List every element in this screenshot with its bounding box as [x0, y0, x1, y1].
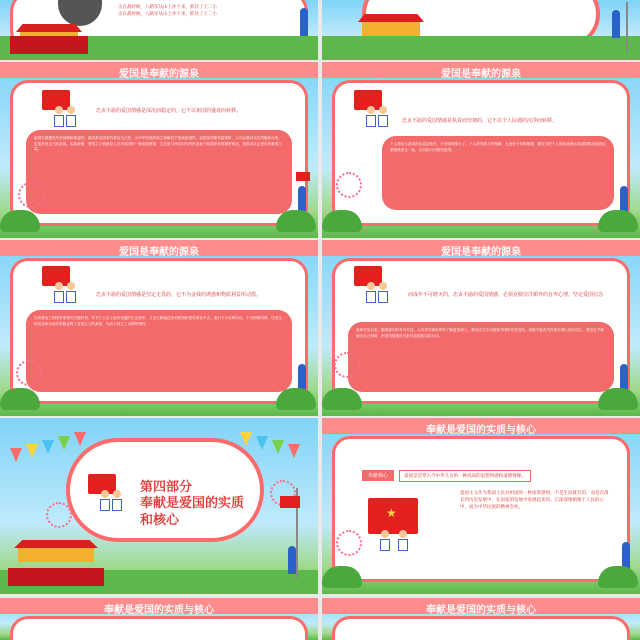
slide-thumbnail[interactable] — [322, 240, 640, 416]
section-title: 奉献是爱国的实质 — [140, 496, 245, 511]
slide-title: 爱国是奉献的源泉 — [441, 247, 521, 258]
bush — [0, 388, 40, 410]
slide-text-line: 正在战时候，八路军从山上冲下来，抓住了王二小 — [118, 12, 217, 17]
slide-intro: 忠贞不渝的爱国情感是深沉而稳定的，它不以祖国的盛衰而转移。 — [96, 108, 242, 114]
bush — [598, 210, 638, 232]
pennant-icon — [240, 432, 252, 446]
slide-thumbnail[interactable] — [0, 0, 318, 60]
slide-thumbnail[interactable] — [0, 62, 318, 238]
slide-text — [118, 4, 258, 18]
firework-icon — [16, 360, 42, 386]
children-with-flag-icon — [40, 88, 84, 128]
statue-icon — [288, 546, 296, 574]
pennant-icon — [10, 448, 22, 462]
bush — [598, 388, 638, 410]
section-number: 第四部分 — [140, 480, 193, 495]
slide-thumbnail[interactable] — [0, 240, 318, 416]
slide-thumbnail[interactable] — [0, 418, 318, 594]
slide-body: 个人命运与祖国命运息息相关，只有国家强大了，个人的发展才有保障。无论处于何种境遇，都应当把个人的前途命运同祖国的前途命运紧紧联系在一起，以实际行动报效祖国。 — [382, 136, 614, 210]
pennant-icon — [272, 440, 284, 454]
bush — [322, 566, 362, 588]
bush — [598, 566, 638, 588]
slide-card — [10, 616, 308, 640]
slide-card — [332, 616, 630, 640]
slide-title: 爱国是奉献的源泉 — [119, 69, 199, 80]
slide-intro: 忠贞不渝的爱国情感是执着而坚韧的，它不以个人际遇的沉浮而转移。 — [402, 118, 558, 124]
pennant-icon — [74, 432, 86, 446]
pennant-icon — [256, 436, 268, 450]
slide-thumbnail[interactable] — [322, 598, 640, 640]
bush — [322, 388, 362, 410]
tag-label: 奉献核心 — [362, 470, 394, 481]
children-with-flag-icon — [86, 472, 130, 512]
statue-icon — [612, 10, 620, 38]
statue-icon — [300, 8, 308, 36]
flag-icon — [280, 496, 300, 508]
slide-body: 祖国长期遭受外来侵略和欺凌时，祖国常以国家的命运为己任，为中华民族的独立和解放不惜流血牺牲；祖国变得繁荣富强时，人们会感到无比骄傲和自豪，更加热爱自己的祖国。实践表明，爱国主义情感是人们对祖国的一种深厚感情，它总是与特定时代的民族复兴和国家发展紧密相连，是推动社会进步的重要力量。 — [26, 130, 292, 214]
tiananmen-icon — [8, 540, 104, 586]
tiananmen-icon — [10, 24, 88, 54]
bush — [322, 210, 362, 232]
slide-title: 奉献是爱国的实质与核心 — [104, 605, 214, 616]
firework-icon — [336, 172, 362, 198]
slide-thumbnail[interactable] — [0, 598, 318, 640]
children-with-flag-icon — [352, 264, 396, 304]
firework-icon — [336, 530, 362, 556]
bush — [276, 210, 316, 232]
bush — [0, 210, 40, 232]
slide-intro: 忠贞不渝的爱国情感是坚定无畏的，它不为金钱的诱惑和物质利益所动摇。 — [96, 292, 262, 298]
firework-icon — [334, 352, 360, 378]
children-with-flag-icon — [352, 88, 396, 128]
slide-thumbnail[interactable] — [322, 0, 640, 60]
pennant-icon — [42, 440, 54, 454]
flag-icon — [296, 172, 310, 181]
slide-body: 爱国主义作为我国人民对祖国的一种深厚感情，不是生而就有的，而是在漫长的历史发展中，在国家的发展中发展起来的。它深深地植根于人民的心中，成为中华民族的精神支柱。 — [460, 491, 609, 510]
firework-icon — [46, 502, 72, 528]
slide-title: 奉献是爱国的实质与核心 — [426, 605, 536, 616]
slide-thumbnail[interactable] — [322, 418, 640, 594]
slide-title: 爱国是奉献的源泉 — [119, 247, 199, 258]
children-with-flag-icon: ★ — [362, 492, 428, 552]
section-heading — [140, 476, 244, 529]
slide-body: 在民族危亡和国家需要的关键时刻，许多仁人志士放弃优越的生活条件，义无反顾地投身到救国和建设事业中去。他们不为名利所动，不为困难所惧，以坚定的信念和无私的奉献诠释了爱国主义的真谛，为后人树立了光辉的榜样。 — [26, 310, 292, 392]
pennant-icon — [58, 436, 70, 450]
tag-text: 爱国是贯穿古今中华儿女的一种高尚的思想情感和道德情操。 — [399, 470, 531, 482]
bush — [276, 388, 316, 410]
slide-title: 奉献是爱国的实质与核心 — [426, 425, 536, 436]
slide-thumbnail[interactable] — [322, 62, 640, 238]
pennant-icon — [26, 444, 38, 458]
section-title: 和核心 — [140, 513, 180, 528]
flagpole — [626, 2, 628, 52]
tag-row — [362, 462, 531, 482]
grass — [322, 36, 640, 60]
pennant-icon — [288, 444, 300, 458]
slide-body: 改革开放以来，随着我们的对外开放，人们对外部世界的了解更加深入，我们应当学习借鉴外国的先进经验，但绝不能丧失民族自尊心和自信心，要坚定不移地走自己的路，把爱国情感化为报效祖国的实际行动。 — [348, 322, 614, 392]
firework-icon — [18, 182, 44, 208]
children-with-flag-icon — [40, 264, 84, 304]
slide-title: 爱国是奉献的源泉 — [441, 69, 521, 80]
slide-intro: 而成年不可磨灭的，忠贞不渝的爱国情感，必须克服崇洋媚外的自卑心理，坚定爱国信念 — [408, 292, 604, 298]
slide-text-line: 正在战时候，八路军从山上冲下来，抓住了王二小 — [118, 5, 217, 10]
